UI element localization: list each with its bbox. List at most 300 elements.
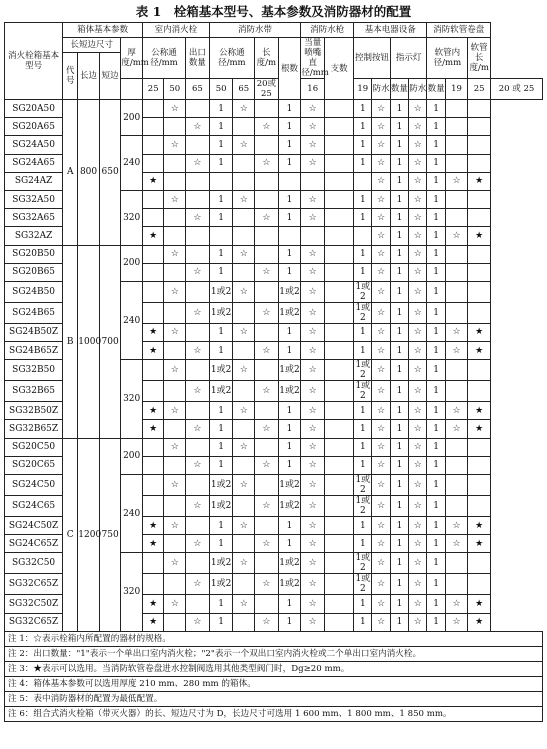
electrical-header: 基本电器设备 [354, 23, 427, 38]
value-cell: ☆ [255, 496, 279, 517]
model-cell: SG20A50 [5, 100, 63, 118]
value-cell [164, 342, 186, 360]
value-cell: 1 [427, 613, 445, 631]
value-cell [186, 475, 210, 496]
value-cell: ☆ [301, 323, 325, 341]
model-cell: SG32B50Z [5, 402, 63, 420]
value-cell: ☆ [409, 475, 427, 496]
thickness-cell: 320 [121, 190, 143, 245]
value-cell: ☆ [255, 263, 279, 281]
value-cell [233, 154, 255, 172]
value-cell: 1 [278, 136, 301, 154]
value-cell: 1 [390, 535, 408, 553]
value-cell [325, 535, 354, 553]
value-cell: ☆ [372, 402, 390, 420]
value-cell: 1 [390, 118, 408, 136]
model-cell: SG32B65Z [5, 420, 63, 438]
value-cell [445, 553, 468, 574]
value-cell [468, 118, 491, 136]
value-cell [325, 100, 354, 118]
value-cell: 1 [354, 100, 372, 118]
value-cell [278, 227, 301, 245]
r19-header: 19 [445, 79, 468, 100]
value-cell: 1 [390, 553, 408, 574]
value-cell [142, 381, 164, 402]
model-cell: SG24C65 [5, 496, 63, 517]
value-cell [233, 535, 255, 553]
value-cell: ☆ [255, 154, 279, 172]
h65-header: 65 [233, 79, 255, 100]
model-cell: SG32C65Z [5, 613, 63, 631]
value-cell: 1或2 [278, 302, 301, 323]
nozzle-diameter-header: 当量喷嘴直径/mm [301, 38, 329, 78]
model-cell: SG24B65Z [5, 342, 63, 360]
model-cell: SG24A65 [5, 154, 63, 172]
value-cell: 1或2 [278, 553, 301, 574]
value-cell: ★ [468, 172, 491, 190]
value-cell: 1 [390, 100, 408, 118]
value-cell: 1 [209, 402, 233, 420]
value-cell: ☆ [164, 438, 186, 456]
value-cell: 1 [427, 302, 445, 323]
value-cell: ☆ [409, 245, 427, 263]
value-cell: ☆ [301, 574, 325, 595]
value-cell: 1 [209, 595, 233, 613]
value-cell: 1或2 [355, 475, 371, 495]
value-cell: ☆ [301, 190, 325, 208]
box-short-cell: 750 [99, 438, 121, 631]
thickness-cell: 240 [121, 475, 143, 553]
value-cell [468, 263, 491, 281]
value-cell [325, 209, 354, 227]
r25-header: 25 [468, 79, 491, 100]
value-cell [445, 302, 468, 323]
value-cell: ☆ [301, 475, 325, 496]
value-cell: 1 [278, 420, 301, 438]
value-cell: ☆ [255, 209, 279, 227]
value-cell: 1或2 [278, 496, 301, 517]
value-cell: 1 [354, 209, 372, 227]
value-cell: 1 [354, 535, 372, 553]
value-cell [142, 456, 164, 474]
value-cell: 1 [390, 323, 408, 341]
model-cell: SG32B65 [5, 381, 63, 402]
value-cell [468, 302, 491, 323]
value-cell: 1 [354, 118, 372, 136]
value-cell: ☆ [186, 535, 210, 553]
value-cell [468, 100, 491, 118]
value-cell: 1 [390, 342, 408, 360]
value-cell: ☆ [409, 227, 427, 245]
value-cell [325, 154, 354, 172]
value-cell [325, 263, 354, 281]
value-cell: 1 [209, 118, 233, 136]
value-cell [164, 456, 186, 474]
value-cell: 1 [390, 172, 408, 190]
value-cell: 1 [427, 136, 445, 154]
value-cell: 1 [209, 100, 233, 118]
box-long-cell: 800 [78, 100, 100, 246]
value-cell: ☆ [372, 613, 390, 631]
value-cell: 1 [278, 154, 301, 172]
value-cell: 1 [427, 438, 445, 456]
value-cell: 1或2 [278, 475, 301, 496]
value-cell: 1 [354, 154, 372, 172]
hose-length-header: 长度/m [255, 38, 279, 79]
value-cell: 1 [278, 613, 301, 631]
value-cell: 1 [427, 595, 445, 613]
value-cell: ☆ [301, 402, 325, 420]
value-cell: 1或2 [355, 360, 371, 381]
notes-table [4, 631, 543, 722]
value-cell [325, 172, 354, 190]
value-cell: 1 [209, 190, 233, 208]
value-cell: 1 [354, 420, 372, 438]
value-cell: ☆ [409, 263, 427, 281]
value-cell [468, 496, 491, 517]
value-cell: ☆ [372, 172, 390, 190]
value-cell: ☆ [372, 517, 390, 535]
value-cell: ☆ [409, 154, 427, 172]
value-cell [445, 263, 468, 281]
value-cell [142, 574, 164, 595]
value-cell [468, 553, 491, 574]
value-cell: 1 [278, 118, 301, 136]
code-header: 代号 [63, 53, 78, 100]
value-cell: ☆ [445, 342, 468, 360]
value-cell: 1 [209, 136, 233, 154]
thickness-cell: 200 [121, 100, 143, 136]
value-cell [164, 496, 186, 517]
value-cell: 1或2 [355, 381, 371, 402]
value-cell: ☆ [409, 553, 427, 574]
value-cell [233, 574, 255, 595]
value-cell: ★ [142, 613, 164, 631]
value-cell: 1 [354, 402, 372, 420]
hose-reel-header: 消防软管卷盘 [427, 23, 491, 38]
value-cell: ☆ [301, 263, 325, 281]
value-cell: ☆ [409, 360, 427, 381]
value-cell: ☆ [301, 245, 325, 263]
value-cell: 1 [278, 342, 301, 360]
long-side-header: 长边 [78, 53, 100, 100]
value-cell [186, 595, 210, 613]
value-cell: ☆ [301, 535, 325, 553]
count-1: 数量 [390, 79, 408, 100]
waterproof-2: 防水 [409, 79, 427, 100]
value-cell [354, 172, 372, 190]
value-cell: ☆ [186, 456, 210, 474]
value-cell [255, 360, 279, 381]
value-cell: ☆ [186, 613, 210, 631]
value-cell [468, 381, 491, 402]
value-cell: 1或2 [209, 360, 233, 381]
value-cell [142, 118, 164, 136]
fire-hose-header: 消防水带 [209, 23, 301, 38]
value-cell [255, 323, 279, 341]
value-cell: ☆ [233, 245, 255, 263]
value-cell [142, 190, 164, 208]
value-cell: ☆ [372, 209, 390, 227]
value-cell: ☆ [409, 281, 427, 302]
table-body [5, 100, 543, 632]
value-cell: 1 [390, 209, 408, 227]
value-cell: ☆ [409, 496, 427, 517]
value-cell [142, 553, 164, 574]
value-cell: 1 [278, 323, 301, 341]
value-cell [186, 227, 210, 245]
model-cell: SG24C50 [5, 475, 63, 496]
value-cell: ☆ [186, 496, 210, 517]
value-cell: 1 [390, 456, 408, 474]
value-cell [186, 553, 210, 574]
value-cell: 1 [390, 281, 408, 302]
h50-header: 50 [209, 79, 233, 100]
value-cell [325, 323, 354, 341]
value-cell: ☆ [255, 118, 279, 136]
value-cell: 1 [427, 154, 445, 172]
value-cell: 1 [390, 402, 408, 420]
value-cell: 1 [427, 381, 445, 402]
model-cell: SG32A65 [5, 209, 63, 227]
value-cell: ☆ [301, 438, 325, 456]
value-cell: ★ [142, 420, 164, 438]
value-cell [186, 517, 210, 535]
value-cell: 1 [427, 535, 445, 553]
value-cell [468, 154, 491, 172]
value-cell: ☆ [372, 190, 390, 208]
value-cell: ☆ [255, 342, 279, 360]
value-cell [301, 172, 325, 190]
value-cell [445, 190, 468, 208]
value-cell [468, 574, 491, 595]
value-cell: 1 [354, 438, 372, 456]
value-cell: ★ [468, 595, 491, 613]
value-cell: ★ [142, 517, 164, 535]
value-cell: 1 [278, 535, 301, 553]
value-cell: 1 [278, 438, 301, 456]
value-cell: ☆ [301, 420, 325, 438]
value-cell [142, 209, 164, 227]
value-cell [142, 263, 164, 281]
value-cell: ☆ [372, 154, 390, 172]
value-cell [468, 475, 491, 496]
value-cell: ☆ [301, 302, 325, 323]
value-cell [445, 456, 468, 474]
value-cell [468, 456, 491, 474]
value-cell: 1 [278, 100, 301, 118]
value-cell [445, 475, 468, 496]
value-cell: ☆ [233, 553, 255, 574]
value-cell: 1 [427, 420, 445, 438]
value-cell [445, 381, 468, 402]
value-cell: ☆ [372, 360, 390, 381]
box-code-cell: A [63, 100, 78, 246]
value-cell: ☆ [372, 136, 390, 154]
value-cell [325, 360, 354, 381]
value-cell [186, 190, 210, 208]
value-cell [186, 402, 210, 420]
hose-diameter-header: 公称通径/mm [209, 38, 254, 79]
hose-count-header: 根数 [278, 38, 301, 100]
value-cell: ☆ [301, 209, 325, 227]
value-cell [233, 172, 255, 190]
value-cell: ☆ [445, 517, 468, 535]
value-cell [209, 172, 233, 190]
value-cell: ★ [142, 323, 164, 341]
value-cell [325, 402, 354, 420]
value-cell: ☆ [233, 360, 255, 381]
thickness-cell: 240 [121, 281, 143, 359]
value-cell: 1或2 [209, 381, 233, 402]
model-cell: SG24B50Z [5, 323, 63, 341]
value-cell: ☆ [164, 475, 186, 496]
value-cell: ☆ [186, 420, 210, 438]
value-cell: ☆ [409, 381, 427, 402]
value-cell: 1 [390, 245, 408, 263]
note-5: 注 5：表中消防器材的配置为最低配置。 [5, 691, 543, 706]
value-cell: ☆ [445, 535, 468, 553]
value-cell: ☆ [409, 172, 427, 190]
size-header: 长短边尺寸 [63, 38, 121, 53]
note-2: 注 2：出口数量："1"表示一个单出口室内消火栓；"2"表示一个双出口室内消火栓或二个单出口室内消火栓。 [5, 646, 543, 661]
value-cell: ☆ [372, 496, 390, 517]
value-cell: ☆ [409, 402, 427, 420]
value-cell: ☆ [409, 190, 427, 208]
value-cell [164, 118, 186, 136]
value-cell: ☆ [372, 456, 390, 474]
value-cell: ★ [142, 342, 164, 360]
value-cell: 1或2 [355, 553, 371, 574]
value-cell: 1 [427, 496, 445, 517]
value-cell: ☆ [301, 496, 325, 517]
value-cell: 1或2 [355, 302, 371, 323]
value-cell: 1 [427, 209, 445, 227]
model-cell: SG24C65Z [5, 535, 63, 553]
model-cell: SG20B65 [5, 263, 63, 281]
value-cell: 1 [427, 190, 445, 208]
value-cell: 1 [209, 420, 233, 438]
value-cell: ★ [468, 342, 491, 360]
value-cell: ☆ [445, 420, 468, 438]
note-6: 注 6：组合式消火栓箱（带灭火器）的长、短边尺寸为 D，长边尺寸可选用 1 600 mm、1 800 mm、1 850 mm。 [5, 706, 543, 721]
value-cell: ☆ [301, 456, 325, 474]
value-cell: ☆ [233, 190, 255, 208]
value-cell: 1或2 [355, 574, 371, 595]
value-cell [255, 438, 279, 456]
value-cell [325, 438, 354, 456]
value-cell [142, 302, 164, 323]
value-cell: ★ [468, 402, 491, 420]
indoor-hydrant-header: 室内消火栓 [142, 23, 209, 38]
value-cell: 1 [209, 263, 233, 281]
value-cell [445, 574, 468, 595]
value-cell [325, 245, 354, 263]
value-cell [164, 574, 186, 595]
value-cell [186, 136, 210, 154]
value-cell: ☆ [301, 342, 325, 360]
value-cell: 1 [278, 456, 301, 474]
value-cell: ☆ [164, 517, 186, 535]
spec-table [4, 22, 543, 632]
box-short-cell: 700 [99, 245, 121, 438]
value-cell [445, 154, 468, 172]
value-cell: ☆ [372, 420, 390, 438]
reel-length-header: 软管长度/m [468, 38, 491, 79]
l2025-header: 20或25 [255, 79, 279, 100]
value-cell: 1 [209, 613, 233, 631]
value-cell [445, 100, 468, 118]
value-cell: ☆ [372, 438, 390, 456]
value-cell: 1 [427, 553, 445, 574]
value-cell: 1 [390, 613, 408, 631]
value-cell: 1 [354, 136, 372, 154]
outlet-count-header: 出口数量 [186, 38, 210, 79]
value-cell [325, 517, 354, 535]
control-button-header: 控制按钮 [354, 38, 391, 79]
value-cell [325, 420, 354, 438]
value-cell: 1 [278, 190, 301, 208]
value-cell: ☆ [372, 553, 390, 574]
value-cell [468, 438, 491, 456]
value-cell [142, 281, 164, 302]
value-cell: 1 [354, 245, 372, 263]
table-row [5, 245, 543, 263]
value-cell [325, 553, 354, 574]
value-cell: 1 [390, 438, 408, 456]
value-cell [325, 381, 354, 402]
value-cell [325, 281, 354, 302]
value-cell: 1 [427, 245, 445, 263]
value-cell [255, 190, 279, 208]
value-cell [445, 118, 468, 136]
value-cell [445, 496, 468, 517]
value-cell [164, 420, 186, 438]
value-cell: ☆ [445, 402, 468, 420]
value-cell: 1 [427, 263, 445, 281]
value-cell: 1 [390, 136, 408, 154]
value-cell [186, 281, 210, 302]
value-cell: ☆ [372, 595, 390, 613]
value-cell: ☆ [409, 517, 427, 535]
model-cell: SG20C50 [5, 438, 63, 456]
value-cell: ☆ [301, 517, 325, 535]
value-cell [255, 227, 279, 245]
value-cell: ☆ [301, 360, 325, 381]
value-cell [255, 136, 279, 154]
value-cell: ★ [142, 402, 164, 420]
value-cell [301, 227, 325, 245]
value-cell: ☆ [409, 595, 427, 613]
value-cell: 1或2 [209, 496, 233, 517]
value-cell [142, 438, 164, 456]
value-cell: ☆ [445, 227, 468, 245]
value-cell: 1或2 [278, 281, 301, 302]
value-cell [325, 613, 354, 631]
table-title: 表 1 栓箱基本型号、基本参数及消防器材的配置 [135, 4, 412, 19]
value-cell: 1或2 [209, 281, 233, 302]
value-cell: 1 [427, 118, 445, 136]
value-cell: ☆ [186, 342, 210, 360]
value-cell [186, 245, 210, 263]
value-cell: 1 [354, 263, 372, 281]
value-cell: 1 [209, 209, 233, 227]
value-cell: ☆ [301, 281, 325, 302]
value-cell: 1 [390, 360, 408, 381]
fire-nozzle-header: 消防水枪 [301, 23, 354, 38]
model-cell: SG24A50 [5, 136, 63, 154]
value-cell [142, 496, 164, 517]
